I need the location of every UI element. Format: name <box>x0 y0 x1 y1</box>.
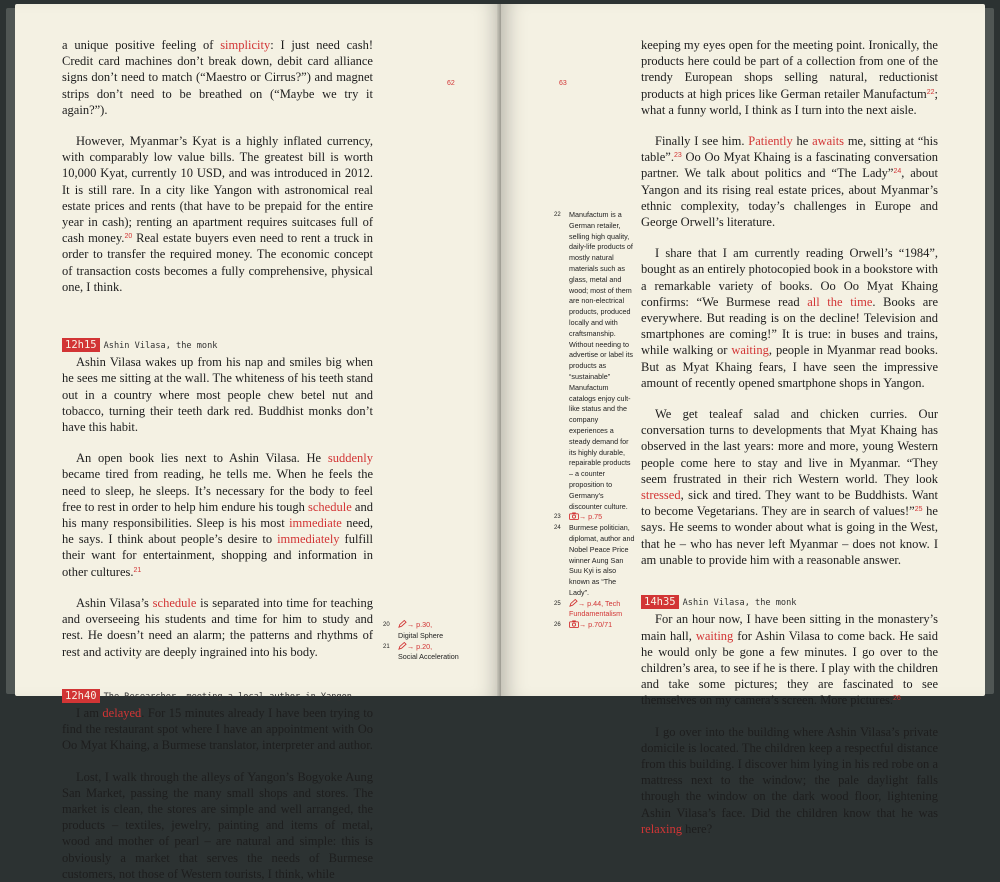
section-person: The Researcher, meeting a local author in Yangon <box>103 691 352 702</box>
section-heading <box>62 336 373 354</box>
footnote: 24 Burmese politician, diplomat, author and Nobel Peace Price winner Aung San Suu Kyi is also known as “The Lady”. <box>554 523 635 597</box>
highlighted-word: immediate <box>289 516 342 531</box>
book-cover-left-edge <box>6 8 15 694</box>
time-badge: 12h15 <box>62 338 100 352</box>
paragraph: Lost, I walk through the alleys of Yangon’s Bogyoke Aung San Market, passing the many small shops and stores. The market is clean, the stores are simple and well arranged, the products – textiles, jewelry, painting and items of metal, wood and mother of pearl – are natural and simple: this is obviously a market that serves the needs of Burmese customers, not those of Western tourists, I think, while <box>62 769 373 881</box>
footnote-ref: 26 <box>893 695 901 703</box>
highlighted-word: waiting <box>731 343 769 358</box>
highlighted-word: stressed <box>641 488 681 503</box>
section-heading <box>641 593 938 611</box>
highlighted-word: waiting <box>695 628 734 643</box>
footnote-ref: 25 <box>914 506 923 514</box>
book-cover-right-edge <box>985 8 994 694</box>
highlighted-word: schedule <box>152 595 197 610</box>
pencil-icon <box>398 642 407 650</box>
right-footnotes <box>554 210 636 631</box>
footnote-ref: 24 <box>893 168 902 176</box>
camera-icon <box>569 620 579 628</box>
footnote: 25 → p.44, Tech Fundamentalism <box>554 598 623 619</box>
paragraph: a unique positive feeling of simplicity: I just need cash! Credit card machines don’t break down, debit card alliance signs don’t need to match (“Maestro or Cirrus?”) and magnet strips don’t need to be breathed on (“Maybe we try it again?”). <box>62 38 373 117</box>
footnote-ref: 21 <box>133 566 142 574</box>
paragraph: For an hour now, I have been sitting in the monastery’s main hall, waiting for Ashin Vilasa to come back. He said he would only be gone a few minutes. I go over to the children’s area, to see if he is there. I play with the children and take some pictures; they are fascinated to see themselves on my camera’s screen. More pictures.$^{26}$ <box>641 612 938 708</box>
camera-icon <box>569 512 579 520</box>
footnote-ref: 23 <box>673 152 682 160</box>
left-footnotes <box>383 620 483 663</box>
paragraph: I am delayed. For 15 minutes already I have been trying to find the restaurant spot where I have an appointment with Oo Oo Myat Khaing, a Burmese translator, interpreter and author. <box>62 705 373 753</box>
footnote: 22 Manufactum is a German retailer, selling high quality, daily-life products of mostly natural materials such as glass, metal and wood; most of them are non-electrical products, produced locally and with craftsmanship. Without needing to advertise or label its products as “sustainable” Manufactum catalogs enjoy cult-like status and the company experiences a steady demand for its highly durable, repairable products – a counter proposition to Germany’s discounter culture. <box>554 210 633 511</box>
paragraph: keeping my eyes open for the meeting point. Ironically, the products here could be part of a collection from one of the trendy European shops selling natural, reductionist products at high prices like German retailer Manufactum$^{22}$; what a funny world, I think as I turn into the next aisle. <box>641 38 938 117</box>
highlighted-word: schedule <box>308 499 352 514</box>
pencil-icon <box>398 620 407 628</box>
paragraph: I share that I am currently reading Orwell’s “1984”, bought as an entirely photocopied book in a bookstore with a remarkable variety of books. Oo Oo Myat Khaing confirms: “We Burmese read all the time. Books are everywhere. But reading is on the decline! Television and smartphones are coming!” It is true: in buses and trains, while walking or waiting, people in Myanmar read books. But as Myat Khaing fears, I have seen the impressive amount of recently opened smartphone shops in Yangon. <box>641 246 938 390</box>
footnote: 23 → p.75 <box>554 512 603 522</box>
right-page-body <box>641 37 938 837</box>
right-page <box>501 4 985 836</box>
footnote: 26 → p.70/71 <box>554 620 613 630</box>
highlighted-word: simplicity <box>220 38 271 52</box>
highlighted-word: all the time <box>807 294 873 309</box>
section-person: Ashin Vilasa, the monk <box>682 598 797 609</box>
highlighted-word: suddenly <box>327 451 373 466</box>
paragraph: Ashin Vilasa wakes up from his nap and smiles big when he sees me sitting at the wall. The whiteness of his teeth stand out in a country where most people chew betel nut and tobacco, turning their teeth dark red. Buddhist monks don’t have this habit. <box>62 355 373 435</box>
footnote: 21 → p.20, Social Acceleration <box>383 641 459 662</box>
page-number: 63 <box>559 80 567 87</box>
paragraph: However, Myanmar’s Kyat is a highly inflated currency, with comparably low value bills. The greatest bill is worth 10,000 Kyat, currently 10 USD, and was introduced in 2012. It is still rare. In a city like Yangon with astronomical real estate prices and rents (that have to be prepaid for the entire year in cash); renting an apartment requires suitcases full of cash money.$^{20}$ Real estate buyers even need to rent a truck in order to transfer the required money. The economic concept of transaction costs becomes a fully comprehensive, physical one, I think. <box>62 134 374 294</box>
paragraph: We get tealeaf salad and chicken curries. Our conversation turns to developments that Myat Khaing has observed in the last years: more and more, young Western people come here to stay and live in Myanmar. “They seem frustrated in their rich Western world. They look stressed, sick and tired. They want to be Buddhists. Want to become Vegetarians. They are in search of values!”$^{25}$ he says. He seems to wonder about what is going in the West, that he – who has never left Myanmar – does not know. I am unable to provide him with a reasonable answer. <box>641 407 938 567</box>
highlighted-word: immediately <box>277 532 340 547</box>
time-badge: 12h40 <box>62 689 100 703</box>
paragraph: Ashin Vilasa’s schedule is separated into time for teaching and overseeing his students and time for him to study and rest. He doesn’t need an alarm; the patterns and rhythms of rest and activity are deeply ingrained into his body. <box>62 595 373 659</box>
section-heading <box>62 687 373 705</box>
page-number: 62 <box>447 80 455 87</box>
highlighted-word: Patiently <box>748 134 793 149</box>
paragraph: An open book lies next to Ashin Vilasa. He suddenly became tired from reading, he tells me. When he feels the need to sleep, he sleeps. It’s necessary for the body to feel free to rest in order to help him endure his tough schedule and his many responsibilities. Sleep is his most immediate need, he says. I think about people’s desire to immediately fulfill their want for entertainment, shopping and information in other cultures.$^{21}$ <box>62 451 373 579</box>
highlighted-word: relaxing <box>641 821 682 836</box>
left-page-body <box>62 37 373 882</box>
time-badge: 14h35 <box>641 595 679 609</box>
footnote: 20 → p.30, Digital Sphere <box>383 620 444 640</box>
section-person: Ashin Vilasa, the monk <box>103 341 218 352</box>
footnote-ref: 22 <box>926 88 935 96</box>
paragraph: I go over into the building where Ashin Vilasa’s private domicile is located. The children keep a respectful distance from this building. I discover him lying in his red robe on a mattress next to the window; the pale daylight falls through the window on the dark wood floor, lightening Ashin Vilasa’s face. Did the children know that he was relaxing here? <box>641 724 938 836</box>
pencil-icon <box>569 599 578 607</box>
highlighted-word: delayed <box>102 705 142 720</box>
paragraph: Finally I see him. Patiently he awaits me, sitting at “his table”.$^{23}$ Oo Oo Myat Khaing is a fascinating conversation partner. We talk about politics and “The Lady”$^{24}$, about Yangon and its rising real estate prices, about Myanmar’s ethnic complexity, today’s challenges in Europe and George Orwell’s literature. <box>641 134 938 230</box>
highlighted-word: awaits <box>812 134 845 149</box>
footnote-ref: 20 <box>124 233 133 241</box>
left-page <box>15 4 501 881</box>
